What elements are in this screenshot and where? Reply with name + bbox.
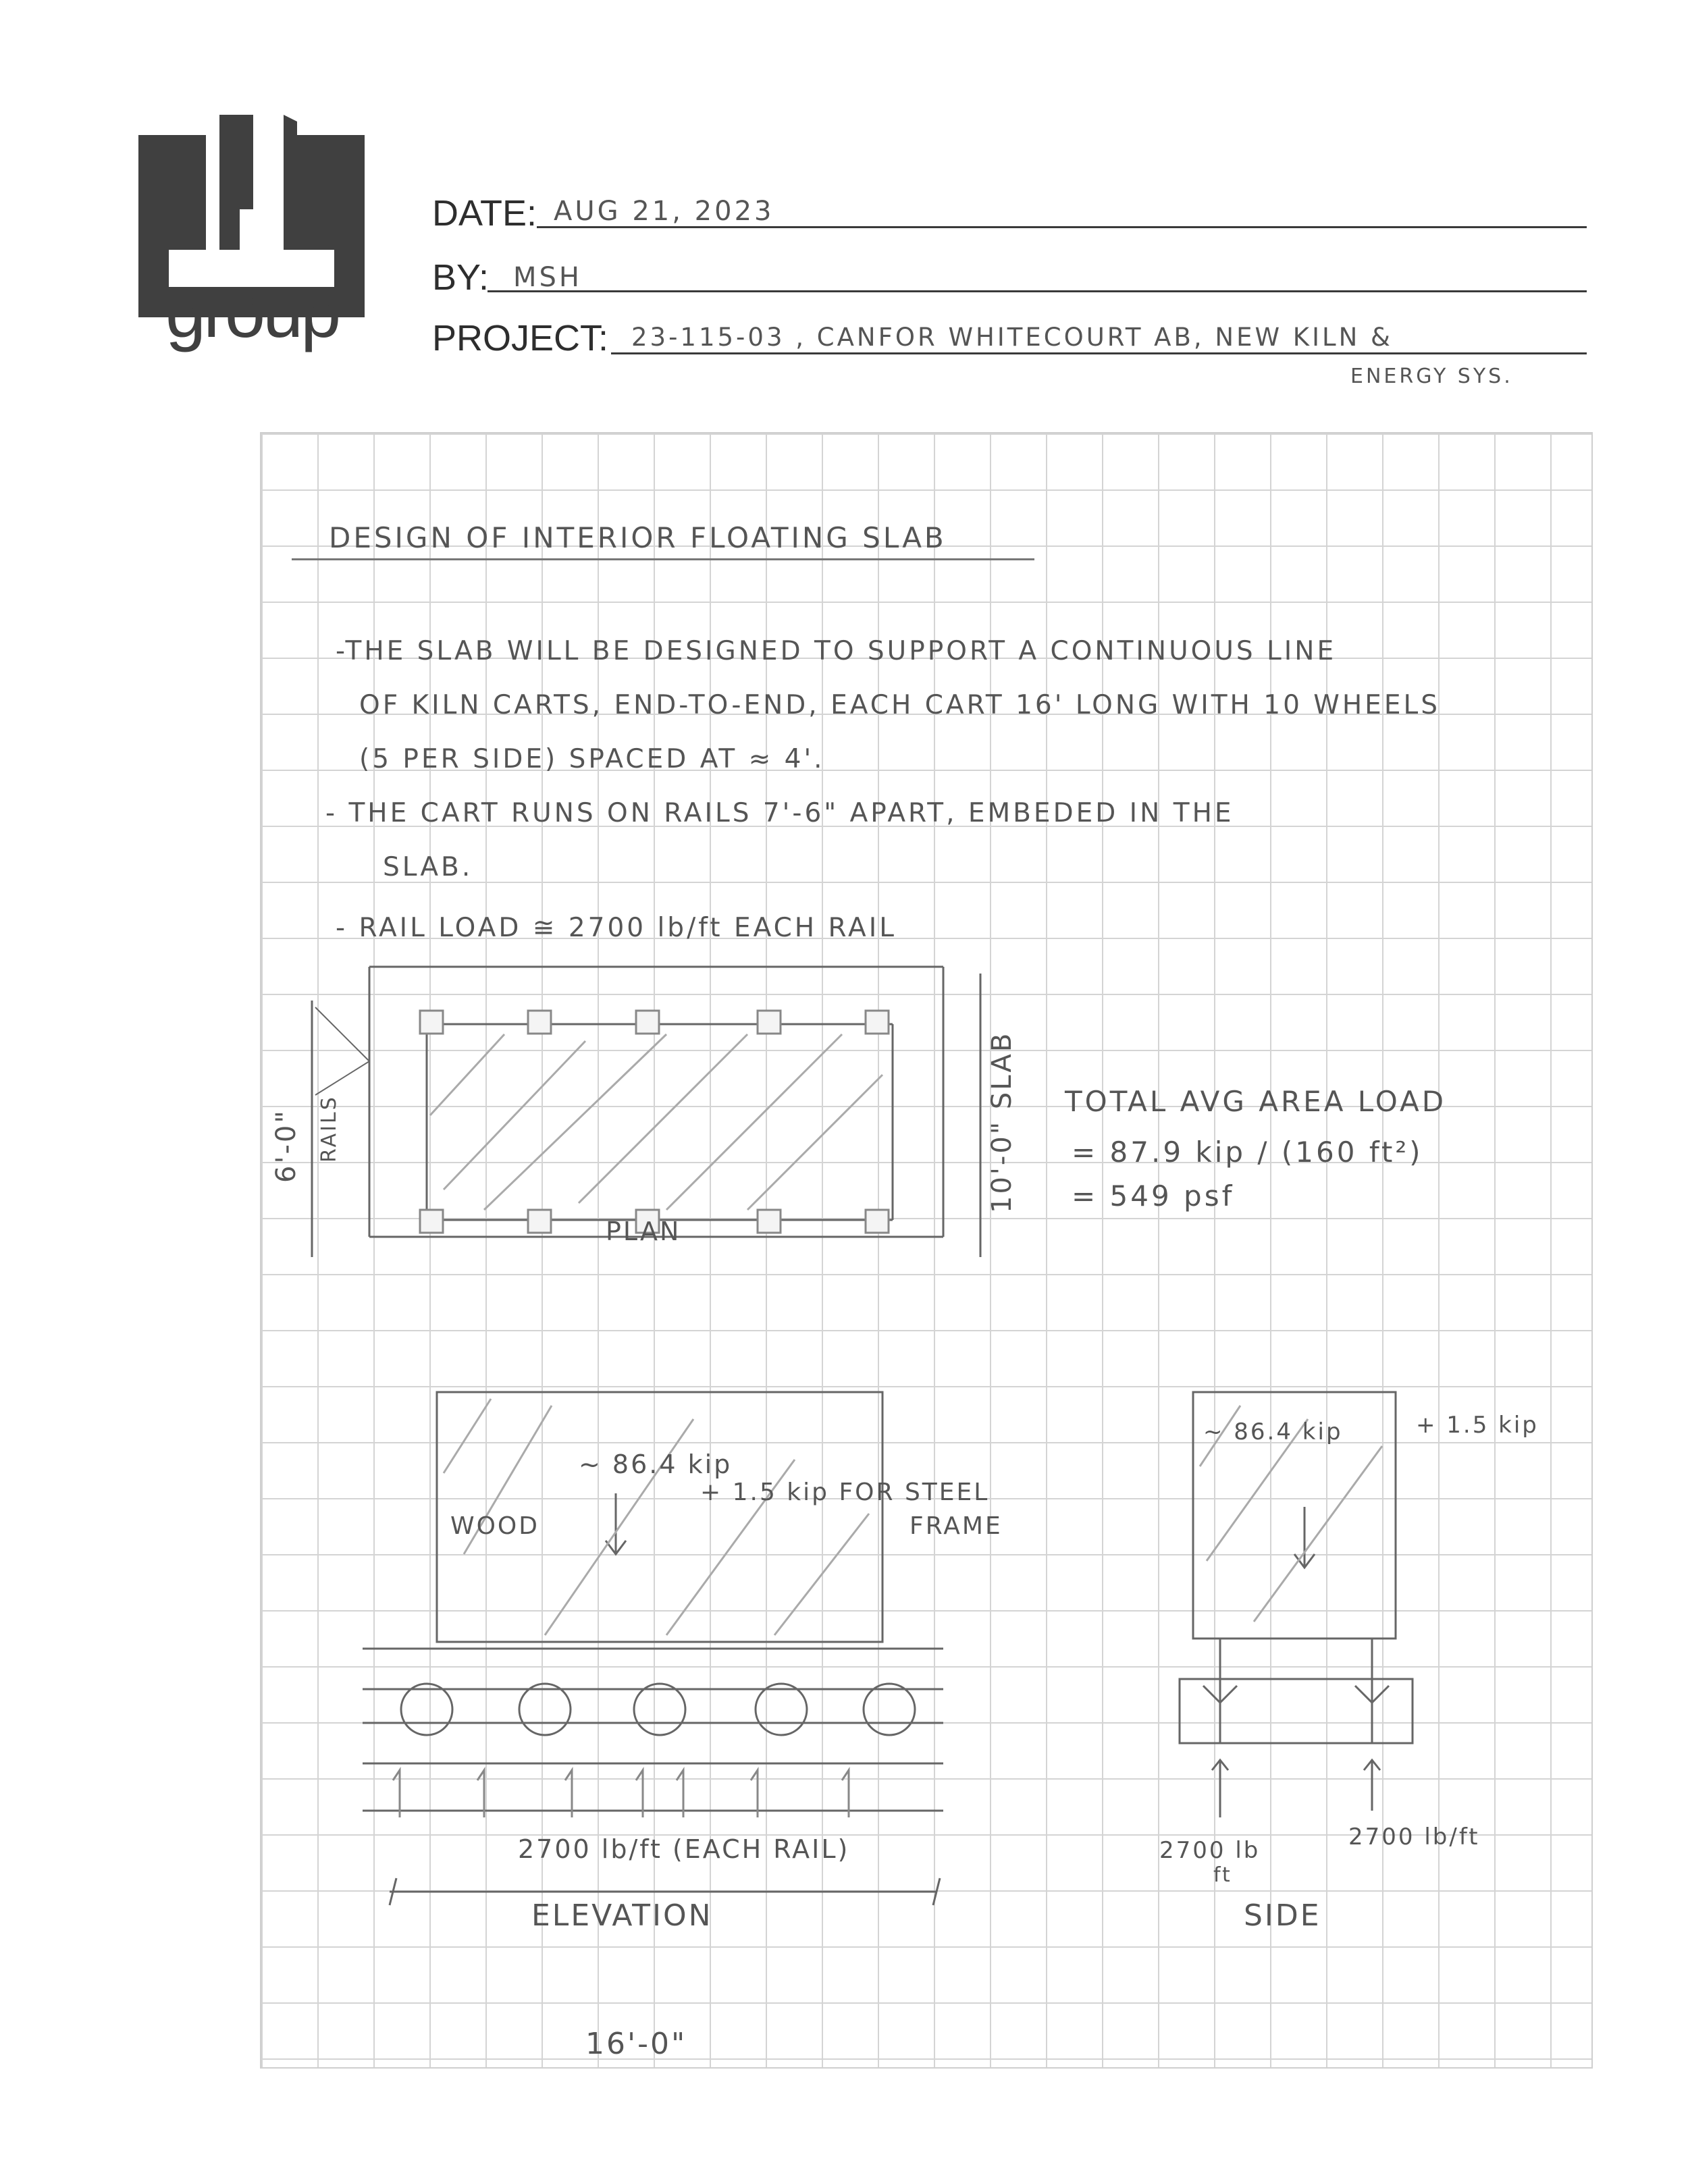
plan-rails-word: RAILS: [317, 1095, 341, 1163]
note-2-line-1: - THE CART RUNS ON RAILS 7'-6" APART, EMBEDED IN THE: [325, 798, 1234, 828]
plan-label: PLAN: [606, 1217, 681, 1246]
project-value: 23-115-03 , CANFOR WHITECOURT AB, NEW KILN &: [631, 323, 1393, 352]
by-label: BY:: [432, 257, 490, 298]
elevation-load: ~ 86.4 kip: [579, 1449, 733, 1479]
date-label: DATE:: [432, 193, 537, 234]
date-value: AUG 21, 2023: [554, 196, 774, 227]
area-load-line-1: TOTAL AVG AREA LOAD: [1065, 1085, 1447, 1118]
side-label: SIDE: [1244, 1898, 1321, 1933]
note-1-line-1: -THE SLAB WILL BE DESIGNED TO SUPPORT A CONTINUOUS LINE: [336, 636, 1337, 666]
area-load-line-3: = 549 psf: [1072, 1179, 1235, 1213]
elevation-rail-load: 2700 lb/ft (EACH RAIL): [518, 1834, 850, 1864]
note-3: - RAIL LOAD ≅ 2700 lb/ft EACH RAIL: [336, 913, 897, 943]
elevation-length: 16'-0": [585, 2027, 687, 2061]
by-line: [487, 290, 1587, 292]
plan-rails-dimension: 6'-0": [271, 1109, 302, 1183]
project-line: [611, 352, 1587, 354]
side-sketch: [1139, 1379, 1544, 1933]
by-value: MSH: [513, 262, 582, 293]
project-value-continued: ENERGY SYS.: [1350, 365, 1513, 388]
side-load: ~ 86.4 kip: [1203, 1418, 1343, 1445]
logo-wordmark: group: [165, 271, 339, 352]
elevation-frame-load: + 1.5 kip FOR STEEL: [700, 1479, 990, 1506]
sheet-title: DESIGN OF INTERIOR FLOATING SLAB: [329, 521, 947, 554]
elevation-sketch: [261, 1379, 1038, 2067]
grid-paper: [260, 432, 1593, 2069]
side-left-load-num: 2700 lb: [1159, 1837, 1261, 1864]
note-1-line-3: (5 PER SIDE) SPACED AT ≈ 4'.: [359, 744, 825, 774]
project-label: PROJECT:: [432, 318, 609, 358]
side-frame-load: + 1.5 kip: [1416, 1412, 1539, 1439]
elevation-label: ELEVATION: [531, 1898, 713, 1933]
elevation-frame-word: FRAME: [909, 1512, 1003, 1540]
side-right-load: 2700 lb/ft: [1348, 1823, 1480, 1850]
area-load-line-2: = 87.9 kip / (160 ft²): [1072, 1136, 1423, 1169]
elevation-wood: WOOD: [450, 1512, 539, 1540]
title-underline: [292, 558, 1034, 560]
plan-slab-dimension: 10'-0" SLAB: [986, 1031, 1018, 1213]
note-2-line-2: SLAB.: [383, 852, 473, 882]
side-left-load-den: ft: [1213, 1863, 1232, 1887]
note-1-line-2: OF KILN CARTS, END-TO-END, EACH CART 16' LONG WITH 10 WHEELS: [359, 690, 1440, 720]
